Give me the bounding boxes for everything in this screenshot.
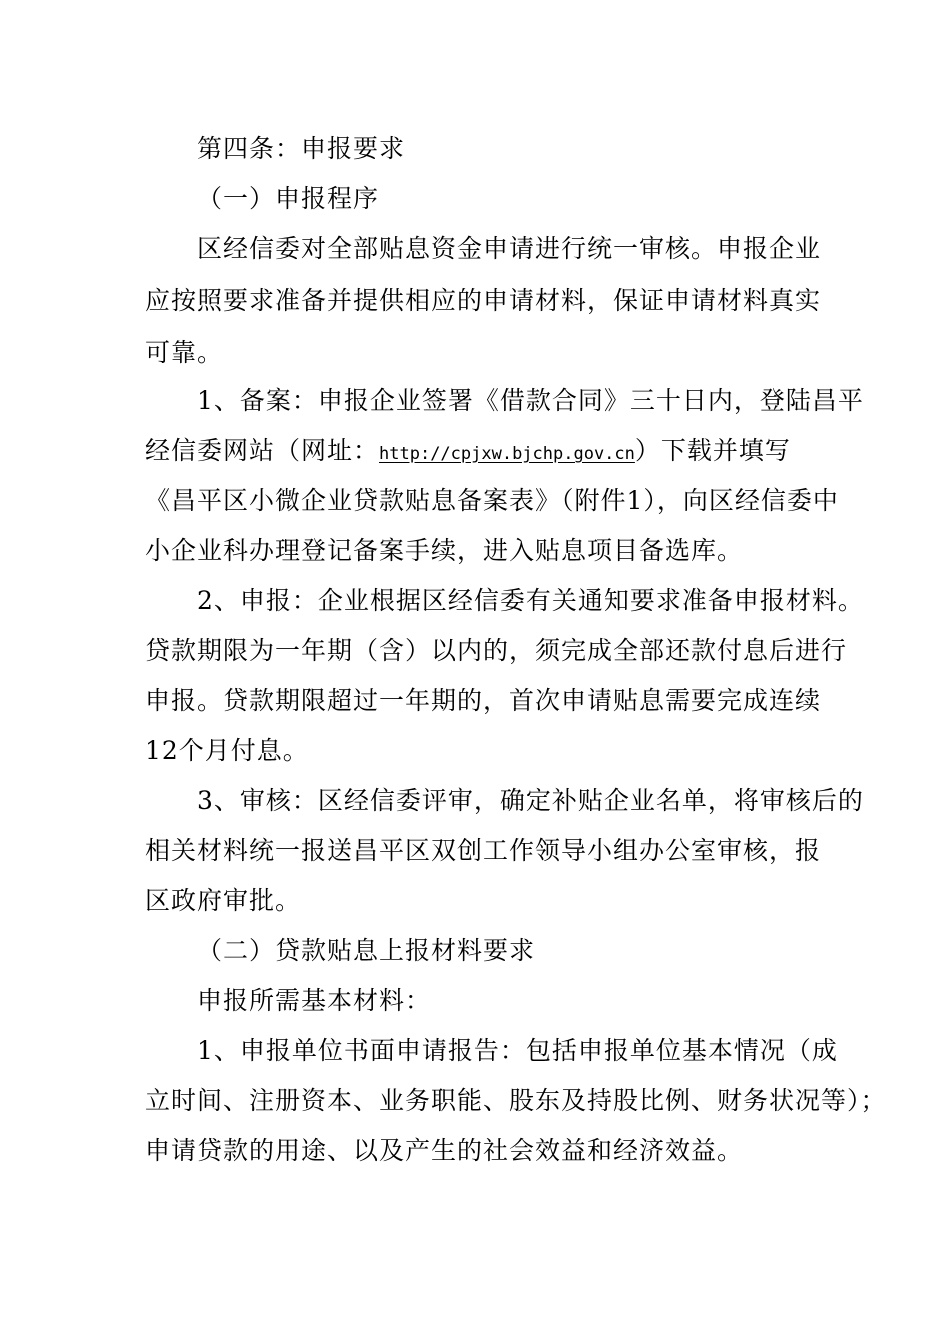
- article-heading: 第四条：申报要求: [197, 134, 406, 163]
- paragraph-line: 《昌平区小微企业贷款贴息备案表》（附件1），向区经信委中: [145, 486, 839, 515]
- paragraph-line: 应按照要求准备并提供相应的申请材料，保证申请材料真实: [145, 286, 822, 315]
- paragraph-line: 立时间、注册资本、业务职能、股东及持股比例、财务状况等）；: [145, 1086, 887, 1115]
- paragraph-line-with-url: [145, 435, 810, 467]
- paragraph-line: 1、备案：申报企业签署《借款合同》三十日内，登陆昌平: [197, 386, 864, 415]
- paragraph-line: 12个月付息。: [145, 736, 309, 765]
- website-link[interactable]: http://cpjxw.bjchp.gov.cn: [379, 444, 635, 464]
- paragraph-line: 区政府审批。: [145, 886, 302, 915]
- paragraph-line: 申报所需基本材料：: [197, 986, 432, 1015]
- paragraph-text: 经信委网站（网址：: [145, 436, 380, 465]
- paragraph-line: 申报。贷款期限超过一年期的，首次申请贴息需要完成连续: [145, 686, 822, 715]
- paragraph-line: 2、申报：企业根据区经信委有关通知要求准备申报材料。: [197, 586, 864, 615]
- paragraph-line: 申请贷款的用途、以及产生的社会效益和经济效益。: [145, 1136, 744, 1165]
- section-heading-procedure: （一）申报程序: [197, 184, 380, 213]
- paragraph-line: 1、申报单位书面申请报告：包括申报单位基本情况（成: [197, 1036, 838, 1065]
- paragraph-text: ）下载并填写: [634, 436, 791, 465]
- paragraph-line: 3、审核：区经信委评审，确定补贴企业名单，将审核后的: [197, 786, 864, 815]
- paragraph-line: 贷款期限为一年期（含）以内的，须完成全部还款付息后进行: [145, 636, 848, 665]
- paragraph-line: 相关材料统一报送昌平区双创工作领导小组办公室审核，报: [145, 836, 822, 865]
- paragraph-line: 小企业科办理登记备案手续，进入贴息项目备选库。: [145, 536, 744, 565]
- paragraph-line: 区经信委对全部贴息资金申请进行统一审核。申报企业: [197, 234, 822, 263]
- section-heading-materials: （二）贷款贴息上报材料要求: [197, 936, 536, 965]
- paragraph-line: 可靠。: [145, 338, 224, 367]
